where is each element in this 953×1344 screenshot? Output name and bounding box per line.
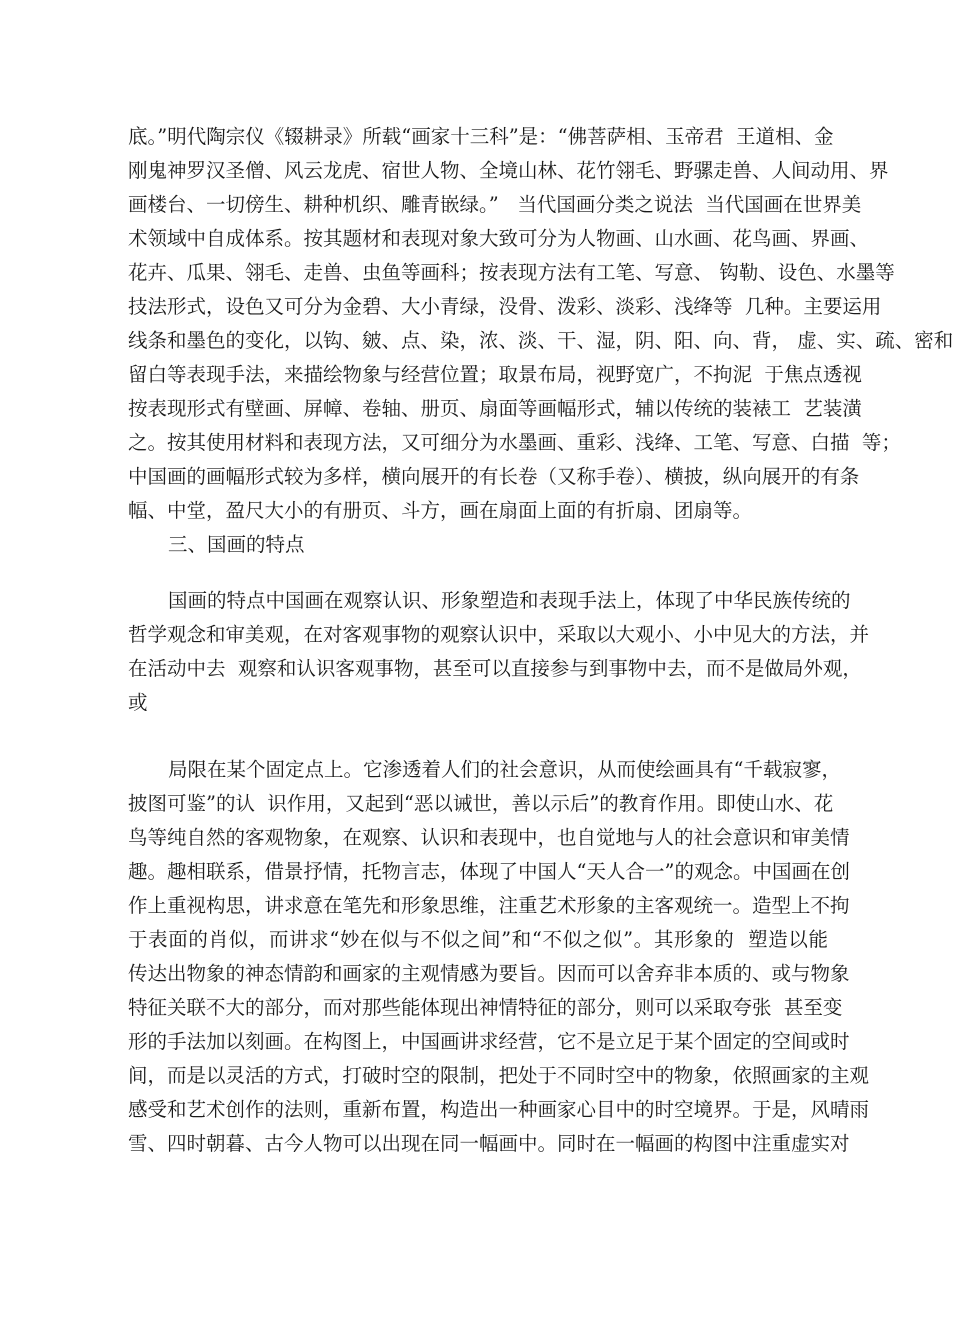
text-line: 线条和墨色的变化，以钩、皴、点、染，浓、淡、干、湿，阴、阳、向、背， 虚、实、疏、密和: [128, 329, 953, 352]
text-line: 披图可鉴”的认 识作用，又起到“恶以诫世，善以示后”的教育作用。即使山水、花: [128, 792, 834, 815]
section-heading: 三、国画的特点: [168, 533, 305, 556]
text-line: 画楼台、一切傍生、耕种机织、雕青嵌绿。” 当代国画分类之说法 当代国画在世界美: [128, 193, 862, 216]
text-line: 花卉、瓜果、翎毛、走兽、虫鱼等画科；按表现方法有工笔、写意、 钩勒、设色、水墨等: [128, 261, 895, 284]
text-line: 形的手法加以刻画。在构图上，中国画讲求经营，它不是立足于某个固定的空间或时: [128, 1030, 850, 1053]
text-line: 技法形式，设色又可分为金碧、大小青绿，没骨、泼彩、淡彩、浅绛等 几种。主要运用: [128, 295, 882, 318]
text-line: 中国画的画幅形式较为多样，横向展开的有长卷（又称手卷）、横披，纵向展开的有条: [128, 465, 860, 488]
text-line: 局限在某个固定点上。它渗透着人们的社会意识，从而使绘画具有“千载寂寥，: [168, 758, 841, 781]
paragraph-characteristics: [128, 584, 870, 720]
text-line: 底。”明代陶宗仪《辍耕录》所载“画家十三科”是：“佛菩萨相、玉帝君 王道相、金: [128, 125, 834, 148]
text-line: 或: [128, 691, 148, 714]
paragraph-social-consciousness: [128, 753, 870, 1161]
text-line: 间，而是以灵活的方式，打破时空的限制，把处于不同时空中的物象，依照画家的主观: [128, 1064, 870, 1087]
text-line: 在活动中去 观察和认识客观事物，甚至可以直接参与到事物中去，而不是做局外观，: [128, 657, 862, 680]
text-line: 幅、中堂，盈尺大小的有册页、斗方，画在扇面上面的有折扇、团扇等。: [128, 499, 753, 522]
text-line: 作上重视构思，讲求意在笔先和形象思维，注重艺术形象的主客观统一。造型上不拘: [128, 894, 850, 917]
text-line: 刚鬼神罗汉圣僧、风云龙虎、宿世人物、全境山林、花竹翎毛、野骡走兽、人间动用、界: [128, 159, 889, 182]
text-line: 雪、四时朝暮、古今人物可以出现在同一幅画中。同时在一幅画的构图中注重虚实对: [128, 1132, 850, 1155]
text-line: 传达出物象的神态情韵和画家的主观情感为要旨。因而可以舍弃非本质的、或与物象: [128, 962, 850, 985]
text-line: 留白等表现手法，来描绘物象与经营位置；取景布局，视野宽广，不拘泥 于焦点透视: [128, 363, 862, 386]
text-line: 之。按其使用材料和表现方法，又可细分为水墨画、重彩、浅绛、工笔、写意、白描 等；: [128, 431, 901, 454]
text-line: 哲学观念和审美观，在对客观事物的观察认识中，采取以大观小、小中见大的方法，并: [128, 623, 870, 646]
text-line: 特征关联不大的部分，而对那些能体现出神情特征的部分，则可以采取夸张 甚至变: [128, 996, 843, 1019]
paragraph-painting-categories: [128, 120, 953, 562]
text-line: 术领域中自成体系。按其题材和表现对象大致可分为人物画、山水画、花鸟画、界画、: [128, 227, 870, 250]
text-line: 于表面的肖似，而讲求“妙在似与不似之间”和“不似之似”。其形象的 塑造以能: [128, 928, 828, 951]
text-line: 国画的特点中国画在观察认识、形象塑造和表现手法上，体现了中华民族传统的: [168, 589, 851, 612]
text-line: 感受和艺术创作的法则，重新布置，构造出一种画家心目中的时空境界。于是，风晴雨: [128, 1098, 870, 1121]
text-line: 趣。趣相联系，借景抒情，托物言志，体现了中国人“天人合一”的观念。中国画在创: [128, 860, 850, 883]
text-line: 鸟等纯自然的客观物象，在观察、认识和表现中，也自觉地与人的社会意识和审美情: [128, 826, 850, 849]
text-line: 按表现形式有壁画、屏幛、卷轴、册页、扇面等画幅形式，辅以传统的装裱工 艺装潢: [128, 397, 862, 420]
